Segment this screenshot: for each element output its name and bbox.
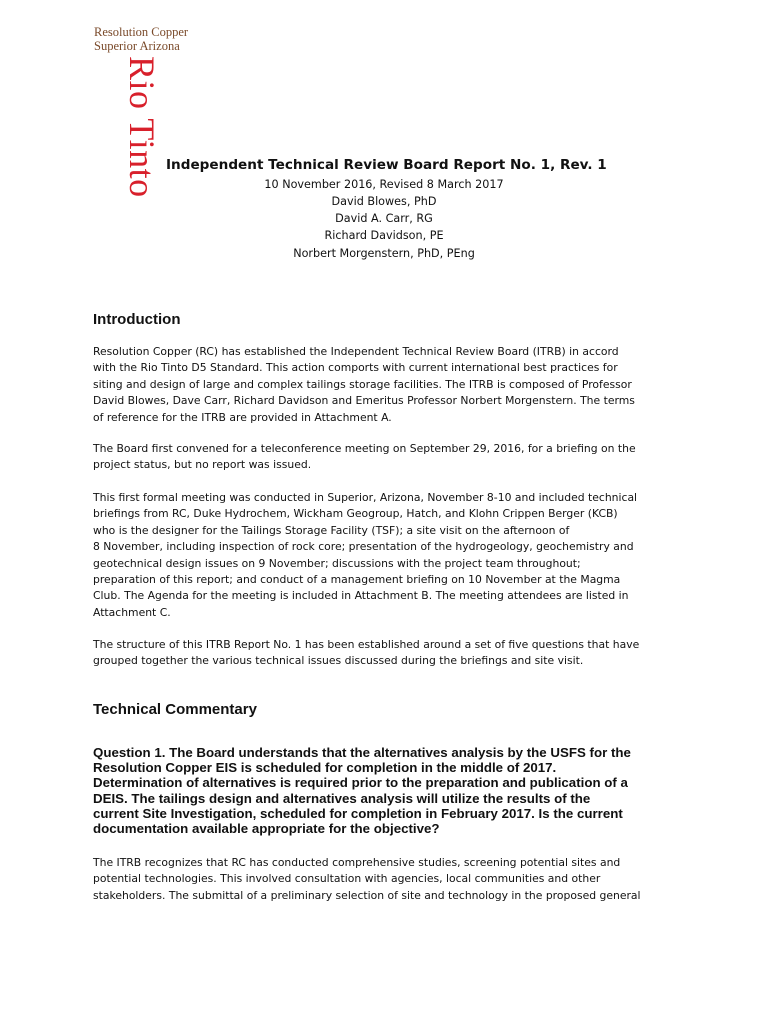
intro-paragraph-3 (93, 490, 663, 621)
intro-paragraph-4 (93, 637, 663, 670)
intro-paragraph-2 (93, 441, 663, 474)
text-line: The structure of this ITRB Report No. 1 has been established around a set of five questions that have (93, 638, 640, 651)
text-line: siting and design of large and complex tailings storage facilities. The ITRB is composed of Professor (93, 377, 632, 391)
text-line: stakeholders. The submittal of a preliminary selection of site and technology in the proposed general (93, 888, 641, 902)
intro-paragraph-1 (93, 344, 663, 426)
report-date: 10 November 2016, Revised 8 March 2017 (264, 178, 504, 191)
text-line: David Blowes, Dave Carr, Richard Davidson and Emeritus Professor Norbert Morgenstern. The terms (93, 394, 635, 408)
text-line: of reference for the ITRB are provided in Attachment A. (93, 410, 392, 424)
logo-company-line2: Superior Arizona (94, 39, 180, 53)
author-2: David A. Carr, RG (335, 212, 433, 225)
text-line: current Site Investigation, scheduled for completion in February 2017. Is the current (93, 805, 623, 821)
text-line: The ITRB recognizes that RC has conducted comprehensive studies, screening potential sites and (93, 856, 621, 869)
technical-commentary-heading: Technical Commentary (93, 701, 257, 718)
text-line: Attachment C. (93, 605, 171, 619)
text-line: Club. The Agenda for the meeting is included in Attachment B. The meeting attendees are listed in (93, 589, 629, 603)
report-title: Independent Technical Review Board Report No. 1, Rev. 1 (166, 157, 607, 173)
text-line: DEIS. The tailings design and alternatives analysis will utilize the results of the (93, 790, 591, 806)
text-line: The Board first convened for a teleconference meeting on September 29, 2016, for a briefing on the (93, 442, 636, 455)
text-line: Resolution Copper EIS is scheduled for completion in the middle of 2017. (93, 760, 557, 776)
text-line: 8 November, including inspection of rock core; presentation of the hydrogeology, geochemistry and (93, 540, 634, 554)
author-4: Norbert Morgenstern, PhD, PEng (293, 247, 475, 260)
text-line: Determination of alternatives is required prior to the preparation and publication of a (93, 775, 628, 791)
rio-tinto-logo: Rio Tinto (122, 56, 162, 198)
answer-1-paragraph (93, 855, 663, 904)
text-line: briefings from RC, Duke Hydrochem, Wickham Geogroup, Hatch, and Klohn Crippen Berger (KCB) (93, 507, 618, 521)
question-1 (93, 745, 683, 836)
introduction-heading: Introduction (93, 311, 181, 328)
text-line: documentation available appropriate for the objective? (93, 821, 440, 837)
text-line: who is the designer for the Tailings Storage Facility (TSF); a site visit on the afternoon of (93, 523, 570, 537)
text-line: project status, but no report was issued. (93, 458, 312, 472)
text-line: grouped together the various technical issues discussed during the briefings and site visit. (93, 654, 584, 668)
text-line: Question 1. The Board understands that the alternatives analysis by the USFS for the (93, 745, 631, 760)
text-line: This first formal meeting was conducted in Superior, Arizona, November 8-10 and included technical (93, 491, 638, 504)
text-line: Resolution Copper (RC) has established the Independent Technical Review Board (ITRB) in accord (93, 345, 619, 358)
author-3: Richard Davidson, PE (324, 229, 444, 242)
text-line: geotechnical design issues on 9 November; discussions with the project team throughout; (93, 556, 581, 570)
text-line: potential technologies. This involved consultation with agencies, local communities and other (93, 872, 601, 886)
logo-company-line1: Resolution Copper (94, 25, 189, 39)
author-1: David Blowes, PhD (331, 195, 437, 208)
text-line: preparation of this report; and conduct of a management briefing on 10 November at the Magma (93, 573, 621, 587)
text-line: with the Rio Tinto D5 Standard. This action comports with current international best practices for (93, 361, 618, 375)
